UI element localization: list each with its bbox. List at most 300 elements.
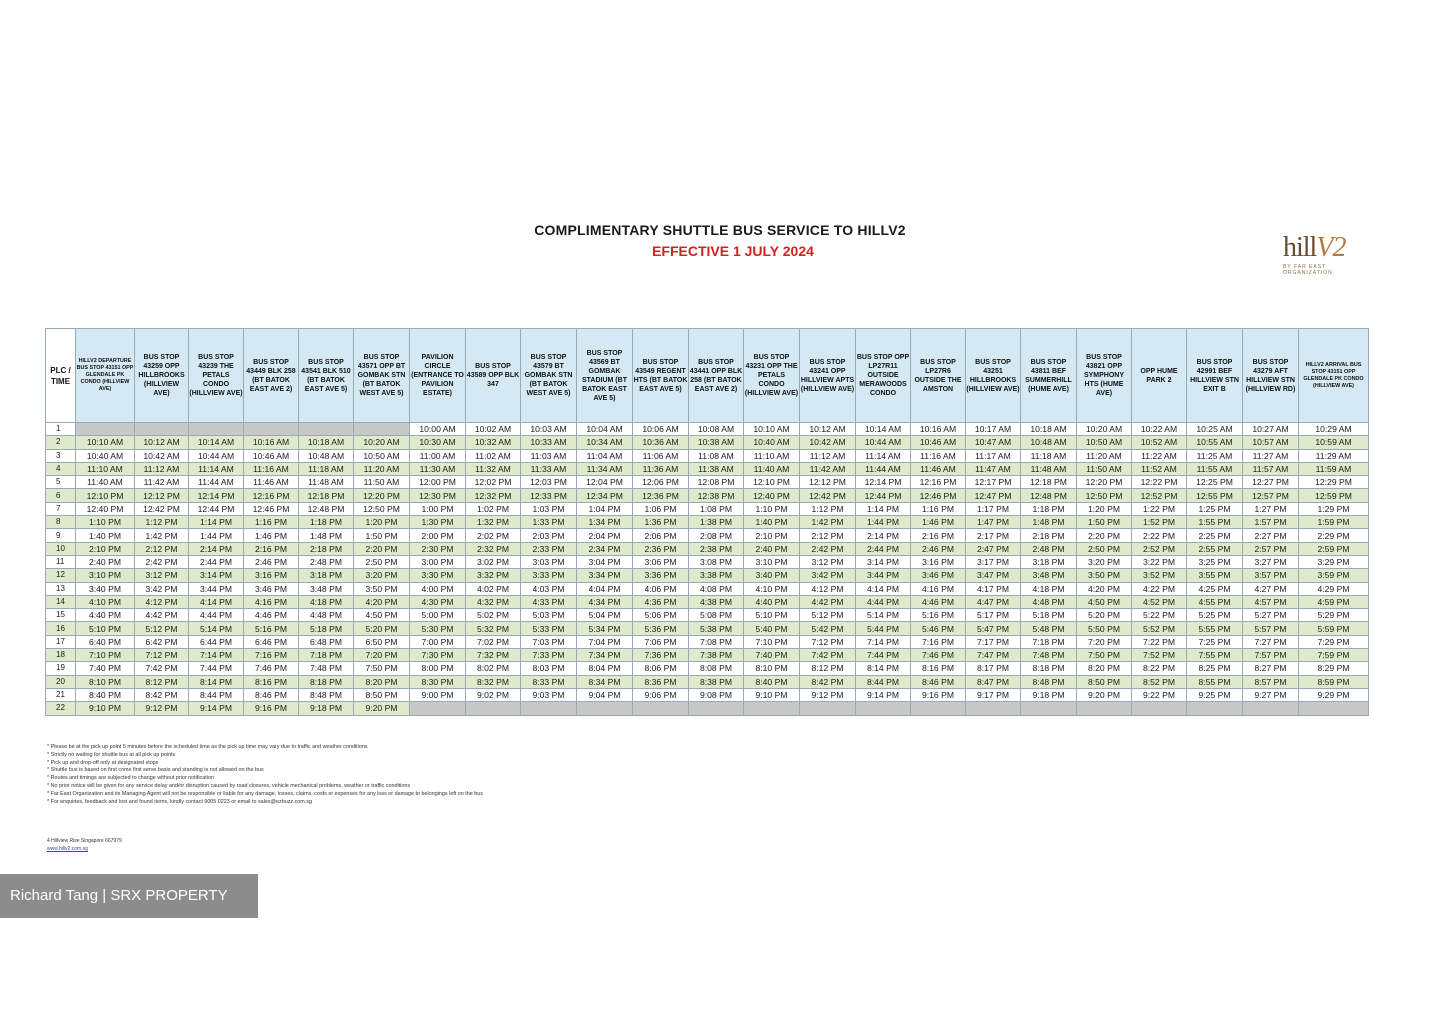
header-stop-10: BUS STOP 43569 BT GOMBAK STADIUM (BT BATOK EAST AVE 5) [577, 329, 633, 423]
time-cell: 8:34 PM [577, 675, 633, 688]
time-cell: 4:08 PM [689, 582, 744, 595]
table-row [46, 436, 1369, 449]
header-stop-2: BUS STOP 43259 OPP HILLBROOKS (HILLVIEW AVE) [135, 329, 189, 423]
time-cell: 8:14 PM [189, 675, 244, 688]
website-link[interactable]: www.hillv2.com.sg [47, 846, 88, 852]
trip-number: 15 [46, 609, 76, 622]
trip-number: 22 [46, 702, 76, 715]
time-cell: 4:50 PM [354, 609, 410, 622]
time-cell: 3:55 PM [1187, 569, 1243, 582]
header-stop-9: BUS STOP 43579 BT GOMBAK STN (BT BATOK WEST AVE 5) [521, 329, 577, 423]
time-cell: 7:48 PM [1021, 649, 1077, 662]
trip-number: 19 [46, 662, 76, 675]
time-cell: 2:02 PM [466, 529, 521, 542]
time-cell: 4:22 PM [1132, 582, 1187, 595]
time-cell: 4:00 PM [410, 582, 466, 595]
time-cell: 12:42 PM [800, 489, 856, 502]
time-cell: 3:40 PM [744, 569, 800, 582]
time-cell: 12:44 PM [856, 489, 911, 502]
time-cell: 7:52 PM [1132, 649, 1187, 662]
no-service-cell [1132, 702, 1187, 715]
time-cell: 4:40 PM [76, 609, 135, 622]
time-cell: 7:50 PM [1077, 649, 1132, 662]
time-cell: 2:10 PM [76, 542, 135, 555]
time-cell: 5:57 PM [1243, 622, 1299, 635]
time-cell: 7:29 PM [1299, 635, 1369, 648]
no-service-cell [744, 702, 800, 715]
time-cell: 12:40 PM [76, 502, 135, 515]
time-cell: 2:03 PM [521, 529, 577, 542]
time-cell: 1:57 PM [1243, 516, 1299, 529]
time-cell: 12:50 PM [354, 502, 410, 515]
time-cell: 8:16 PM [911, 662, 966, 675]
time-cell: 3:20 PM [1077, 555, 1132, 568]
time-cell: 6:48 PM [299, 635, 354, 648]
time-cell: 1:04 PM [577, 502, 633, 515]
time-cell: 7:50 PM [354, 662, 410, 675]
time-cell: 11:25 AM [1187, 449, 1243, 462]
time-cell: 1:36 PM [633, 516, 689, 529]
no-service-cell [521, 702, 577, 715]
table-row [46, 688, 1369, 701]
time-cell: 7:42 PM [800, 649, 856, 662]
time-cell: 12:02 PM [466, 476, 521, 489]
time-cell: 5:12 PM [800, 609, 856, 622]
time-cell: 11:42 AM [135, 476, 189, 489]
time-cell: 1:17 PM [966, 502, 1021, 515]
time-cell: 1:52 PM [1132, 516, 1187, 529]
time-cell: 11:27 AM [1243, 449, 1299, 462]
time-cell: 8:46 PM [911, 675, 966, 688]
time-cell: 12:50 PM [1077, 489, 1132, 502]
time-cell: 5:10 PM [76, 622, 135, 635]
time-cell: 1:16 PM [911, 502, 966, 515]
time-cell: 7:10 PM [744, 635, 800, 648]
time-cell: 9:20 PM [1077, 688, 1132, 701]
note-item: * No prior notice will be given for any service delay and/or disruption caused by road closures, vehicle mechanical problems, weather or traffic conditions [47, 782, 411, 789]
no-service-cell [689, 702, 744, 715]
time-cell: 4:50 PM [1077, 595, 1132, 608]
time-cell: 11:34 AM [577, 462, 633, 475]
time-cell: 1:29 PM [1299, 502, 1369, 515]
time-cell: 1:33 PM [521, 516, 577, 529]
time-cell: 10:12 AM [135, 436, 189, 449]
time-cell: 4:10 PM [744, 582, 800, 595]
time-cell: 5:06 PM [633, 609, 689, 622]
trip-number: 6 [46, 489, 76, 502]
time-cell: 9:06 PM [633, 688, 689, 701]
time-cell: 7:14 PM [189, 649, 244, 662]
logo-text-main: hill [1283, 232, 1317, 263]
time-cell: 10:20 AM [1077, 423, 1132, 436]
time-cell: 5:42 PM [800, 622, 856, 635]
time-cell: 9:08 PM [689, 688, 744, 701]
time-cell: 1:40 PM [76, 529, 135, 542]
time-cell: 9:29 PM [1299, 688, 1369, 701]
time-cell: 10:42 AM [135, 449, 189, 462]
table-row [46, 502, 1369, 515]
time-cell: 11:50 AM [1077, 462, 1132, 475]
note-item: * Please be at the pick up point 5 minutes before the scheduled time as the pick up time may vary due to traffic and weather conditions [47, 744, 368, 750]
time-cell: 11:16 AM [911, 449, 966, 462]
time-cell: 11:48 AM [1021, 462, 1077, 475]
time-cell: 12:16 PM [911, 476, 966, 489]
time-cell: 6:46 PM [244, 635, 299, 648]
time-cell: 10:20 AM [354, 436, 410, 449]
time-cell: 10:04 AM [577, 423, 633, 436]
time-cell: 2:30 PM [410, 542, 466, 555]
time-cell: 11:40 AM [744, 462, 800, 475]
time-cell: 11:03 AM [521, 449, 577, 462]
time-cell: 10:42 AM [800, 436, 856, 449]
time-cell: 4:12 PM [135, 595, 189, 608]
time-cell: 10:14 AM [189, 436, 244, 449]
time-cell: 7:10 PM [76, 649, 135, 662]
time-cell: 5:16 PM [244, 622, 299, 635]
table-row [46, 582, 1369, 595]
time-cell: 3:34 PM [577, 569, 633, 582]
time-cell: 4:04 PM [577, 582, 633, 595]
time-cell: 2:04 PM [577, 529, 633, 542]
time-cell: 3:44 PM [189, 582, 244, 595]
time-cell: 8:50 PM [1077, 675, 1132, 688]
time-cell: 5:16 PM [911, 609, 966, 622]
time-cell: 3:29 PM [1299, 555, 1369, 568]
time-cell: 1:59 PM [1299, 516, 1369, 529]
time-cell: 3:50 PM [1077, 569, 1132, 582]
time-cell: 10:46 AM [244, 449, 299, 462]
time-cell: 1:20 PM [354, 516, 410, 529]
time-cell: 3:46 PM [244, 582, 299, 595]
time-cell: 7:18 PM [1021, 635, 1077, 648]
trip-number: 1 [46, 423, 76, 436]
time-cell: 12:12 PM [800, 476, 856, 489]
time-cell: 8:02 PM [466, 662, 521, 675]
time-cell: 4:42 PM [800, 595, 856, 608]
time-cell: 3:17 PM [966, 555, 1021, 568]
time-cell: 11:08 AM [689, 449, 744, 462]
time-cell: 11:00 AM [410, 449, 466, 462]
time-cell: 2:48 PM [1021, 542, 1077, 555]
no-service-cell [354, 423, 410, 436]
no-service-cell [410, 702, 466, 715]
time-cell: 2:55 PM [1187, 542, 1243, 555]
time-cell: 7:27 PM [1243, 635, 1299, 648]
time-cell: 3:33 PM [521, 569, 577, 582]
time-cell: 11:44 AM [189, 476, 244, 489]
time-cell: 1:08 PM [689, 502, 744, 515]
time-cell: 7:46 PM [911, 649, 966, 662]
shuttle-schedule-table [45, 328, 1369, 716]
time-cell: 8:42 PM [135, 688, 189, 701]
trip-number: 17 [46, 635, 76, 648]
time-cell: 2:50 PM [354, 555, 410, 568]
time-cell: 4:44 PM [189, 609, 244, 622]
time-cell: 2:25 PM [1187, 529, 1243, 542]
logo-tagline: BY FAR EAST ORGANIZATION [1283, 264, 1333, 276]
time-cell: 2:34 PM [577, 542, 633, 555]
time-cell: 3:30 PM [410, 569, 466, 582]
time-cell: 11:42 AM [800, 462, 856, 475]
table-row [46, 609, 1369, 622]
time-cell: 2:36 PM [633, 542, 689, 555]
time-cell: 10:33 AM [521, 436, 577, 449]
time-cell: 12:34 PM [577, 489, 633, 502]
time-cell: 6:44 PM [189, 635, 244, 648]
time-cell: 2:42 PM [135, 555, 189, 568]
time-cell: 7:16 PM [244, 649, 299, 662]
time-cell: 8:17 PM [966, 662, 1021, 675]
time-cell: 12:52 PM [1132, 489, 1187, 502]
header-stop-23: HILLV2 ARRIVAL BUS STOP 43151 OPP GLENDALE PK CONDO (HILLVIEW AVE) [1299, 329, 1369, 423]
time-cell: 3:27 PM [1243, 555, 1299, 568]
time-cell: 10:48 AM [299, 449, 354, 462]
time-cell: 3:42 PM [135, 582, 189, 595]
note-item: * Far East Organization and its Managing Agent will not be responsible or liable for any damage, losses, claims, costs or expenses for any loss or damage to belongings left on the bus [47, 790, 483, 797]
time-cell: 8:04 PM [577, 662, 633, 675]
time-cell: 5:47 PM [966, 622, 1021, 635]
time-cell: 8:10 PM [76, 675, 135, 688]
time-cell: 10:18 AM [1021, 423, 1077, 436]
time-cell: 12:17 PM [966, 476, 1021, 489]
header-stop-21: BUS STOP 42991 BEF HILLVIEW STN EXIT B [1187, 329, 1243, 423]
time-cell: 5:34 PM [577, 622, 633, 635]
time-cell: 8:30 PM [410, 675, 466, 688]
no-service-cell [299, 423, 354, 436]
table-row [46, 476, 1369, 489]
time-cell: 10:38 AM [689, 436, 744, 449]
time-cell: 7:14 PM [856, 635, 911, 648]
no-service-cell [1243, 702, 1299, 715]
time-cell: 5:50 PM [1077, 622, 1132, 635]
time-cell: 5:52 PM [1132, 622, 1187, 635]
time-cell: 2:00 PM [410, 529, 466, 542]
time-cell: 2:14 PM [856, 529, 911, 542]
trip-number: 12 [46, 569, 76, 582]
trip-number: 9 [46, 529, 76, 542]
time-cell: 4:16 PM [244, 595, 299, 608]
time-cell: 5:46 PM [911, 622, 966, 635]
time-cell: 2:14 PM [189, 542, 244, 555]
time-cell: 5:38 PM [689, 622, 744, 635]
table-row [46, 529, 1369, 542]
time-cell: 4:10 PM [76, 595, 135, 608]
note-item: * Shuttle bus is based on first come first serve basis and standing is not allowed on the bus [47, 767, 264, 774]
time-cell: 7:08 PM [689, 635, 744, 648]
time-cell: 8:12 PM [800, 662, 856, 675]
time-cell: 7:44 PM [189, 662, 244, 675]
time-cell: 3:04 PM [577, 555, 633, 568]
time-cell: 4:12 PM [800, 582, 856, 595]
time-cell: 11:55 AM [1187, 462, 1243, 475]
time-cell: 11:50 AM [354, 476, 410, 489]
header-stop-7: PAVILION CIRCLE (ENTRANCE TO PAVILION ESTATE) [410, 329, 466, 423]
time-cell: 3:25 PM [1187, 555, 1243, 568]
time-cell: 11:22 AM [1132, 449, 1187, 462]
time-cell: 8:44 PM [856, 675, 911, 688]
time-cell: 3:18 PM [1021, 555, 1077, 568]
time-cell: 3:50 PM [354, 582, 410, 595]
time-cell: 5:55 PM [1187, 622, 1243, 635]
time-cell: 11:16 AM [244, 462, 299, 475]
time-cell: 1:00 PM [410, 502, 466, 515]
time-cell: 8:10 PM [744, 662, 800, 675]
time-cell: 1:30 PM [410, 516, 466, 529]
time-cell: 4:18 PM [1021, 582, 1077, 595]
time-cell: 7:47 PM [966, 649, 1021, 662]
time-cell: 4:52 PM [1132, 595, 1187, 608]
time-cell: 12:18 PM [1021, 476, 1077, 489]
no-service-cell [856, 702, 911, 715]
time-cell: 3:16 PM [911, 555, 966, 568]
time-cell: 1:32 PM [466, 516, 521, 529]
time-cell: 1:27 PM [1243, 502, 1299, 515]
trip-number: 14 [46, 595, 76, 608]
table-row [46, 555, 1369, 568]
time-cell: 3:36 PM [633, 569, 689, 582]
time-cell: 10:12 AM [800, 423, 856, 436]
time-cell: 8:25 PM [1187, 662, 1243, 675]
time-cell: 4:17 PM [966, 582, 1021, 595]
time-cell: 3:14 PM [189, 569, 244, 582]
time-cell: 9:20 PM [354, 702, 410, 715]
time-cell: 5:25 PM [1187, 609, 1243, 622]
time-cell: 12:57 PM [1243, 489, 1299, 502]
time-cell: 1:44 PM [856, 516, 911, 529]
time-cell: 4:47 PM [966, 595, 1021, 608]
table-row [46, 675, 1369, 688]
time-cell: 4:55 PM [1187, 595, 1243, 608]
time-cell: 4:20 PM [354, 595, 410, 608]
time-cell: 2:16 PM [244, 542, 299, 555]
time-cell: 10:30 AM [410, 436, 466, 449]
time-cell: 11:12 AM [135, 462, 189, 475]
time-cell: 1:55 PM [1187, 516, 1243, 529]
time-cell: 9:03 PM [521, 688, 577, 701]
time-cell: 4:48 PM [299, 609, 354, 622]
table-row [46, 569, 1369, 582]
time-cell: 8:36 PM [633, 675, 689, 688]
time-cell: 12:00 PM [410, 476, 466, 489]
table-row [46, 595, 1369, 608]
time-cell: 4:57 PM [1243, 595, 1299, 608]
time-cell: 2:16 PM [911, 529, 966, 542]
time-cell: 9:22 PM [1132, 688, 1187, 701]
time-cell: 8:06 PM [633, 662, 689, 675]
trip-number: 13 [46, 582, 76, 595]
time-cell: 7:02 PM [466, 635, 521, 648]
time-cell: 8:00 PM [410, 662, 466, 675]
time-cell: 12:18 PM [299, 489, 354, 502]
table-row [46, 489, 1369, 502]
trip-number: 2 [46, 436, 76, 449]
time-cell: 2:12 PM [800, 529, 856, 542]
time-cell: 2:42 PM [800, 542, 856, 555]
header-row [46, 329, 1369, 423]
time-cell: 4:20 PM [1077, 582, 1132, 595]
time-cell: 3:59 PM [1299, 569, 1369, 582]
time-cell: 1:48 PM [299, 529, 354, 542]
time-cell: 11:20 AM [1077, 449, 1132, 462]
time-cell: 7:59 PM [1299, 649, 1369, 662]
time-cell: 12:27 PM [1243, 476, 1299, 489]
header-stop-1: HILLV2 DEPARTURE BUS STOP 43151 OPP GLENDALE PK CONDO (HILLVIEW AVE) [76, 329, 135, 423]
time-cell: 9:27 PM [1243, 688, 1299, 701]
time-cell: 10:08 AM [689, 423, 744, 436]
header-stop-19: BUS STOP 43821 OPP SYMPHONY HTS (HUME AVE) [1077, 329, 1132, 423]
time-cell: 8:59 PM [1299, 675, 1369, 688]
time-cell: 10:22 AM [1132, 423, 1187, 436]
logo-mark [1283, 234, 1373, 262]
time-cell: 2:20 PM [1077, 529, 1132, 542]
time-cell: 12:22 PM [1132, 476, 1187, 489]
time-cell: 10:55 AM [1187, 436, 1243, 449]
time-cell: 2:57 PM [1243, 542, 1299, 555]
time-cell: 7:33 PM [521, 649, 577, 662]
time-cell: 7:42 PM [135, 662, 189, 675]
time-cell: 10:40 AM [744, 436, 800, 449]
time-cell: 10:59 AM [1299, 436, 1369, 449]
time-cell: 9:12 PM [800, 688, 856, 701]
time-cell: 8:55 PM [1187, 675, 1243, 688]
time-cell: 2:40 PM [744, 542, 800, 555]
time-cell: 4:18 PM [299, 595, 354, 608]
time-cell: 7:46 PM [244, 662, 299, 675]
time-cell: 3:40 PM [76, 582, 135, 595]
hillv2-logo [1283, 234, 1373, 274]
time-cell: 8:33 PM [521, 675, 577, 688]
time-cell: 10:40 AM [76, 449, 135, 462]
time-cell: 2:18 PM [299, 542, 354, 555]
time-cell: 11:18 AM [299, 462, 354, 475]
table-row [46, 649, 1369, 662]
header-stop-11: BUS STOP 43549 REGENT HTS (BT BATOK EAST AVE 5) [633, 329, 689, 423]
time-cell: 2:44 PM [856, 542, 911, 555]
time-cell: 10:18 AM [299, 436, 354, 449]
time-cell: 7:12 PM [135, 649, 189, 662]
time-cell: 3:44 PM [856, 569, 911, 582]
time-cell: 1:50 PM [354, 529, 410, 542]
time-cell: 8:44 PM [189, 688, 244, 701]
header-stop-14: BUS STOP 43241 OPP HILLVIEW APTS (HILLVIEW AVE) [800, 329, 856, 423]
time-cell: 10:34 AM [577, 436, 633, 449]
time-cell: 1:14 PM [856, 502, 911, 515]
time-cell: 3:12 PM [800, 555, 856, 568]
time-cell: 11:18 AM [1021, 449, 1077, 462]
time-cell: 2:40 PM [76, 555, 135, 568]
no-service-cell [966, 702, 1021, 715]
time-cell: 2:17 PM [966, 529, 1021, 542]
time-cell: 2:33 PM [521, 542, 577, 555]
trip-number: 3 [46, 449, 76, 462]
no-service-cell [633, 702, 689, 715]
time-cell: 2:38 PM [689, 542, 744, 555]
time-cell: 8:48 PM [1021, 675, 1077, 688]
time-cell: 7:22 PM [1132, 635, 1187, 648]
time-cell: 10:32 AM [466, 436, 521, 449]
time-cell: 4:25 PM [1187, 582, 1243, 595]
time-cell: 8:42 PM [800, 675, 856, 688]
no-service-cell [466, 702, 521, 715]
header-stop-17: BUS STOP 43251 HILLBROOKS (HILLVIEW AVE) [966, 329, 1021, 423]
time-cell: 7:30 PM [410, 649, 466, 662]
time-cell: 9:14 PM [856, 688, 911, 701]
time-cell: 12:40 PM [744, 489, 800, 502]
time-cell: 5:02 PM [466, 609, 521, 622]
time-cell: 5:14 PM [189, 622, 244, 635]
time-cell: 3:20 PM [354, 569, 410, 582]
time-cell: 12:20 PM [354, 489, 410, 502]
